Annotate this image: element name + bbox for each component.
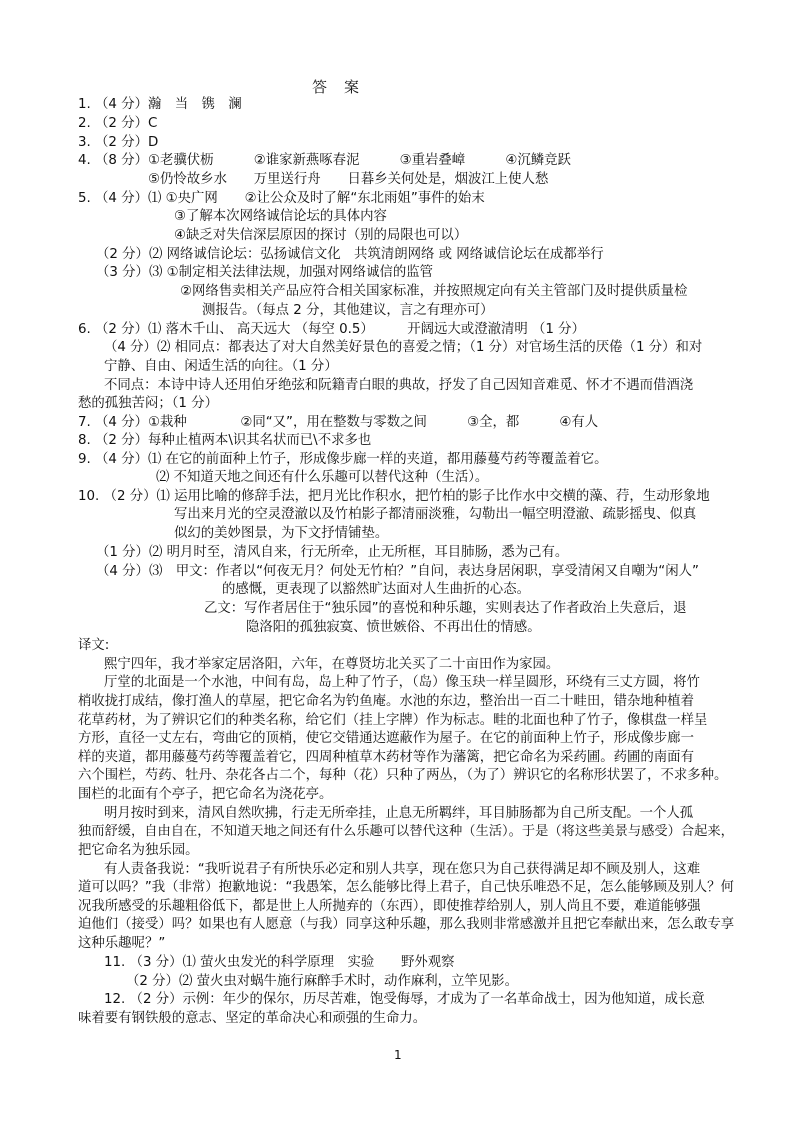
text-line: 5. （4 分）⑴ ①央广网 ②让公众及时了解“东北雨姐”事件的始末 bbox=[78, 191, 485, 206]
text-line: 11. （3 分）⑴ 萤火虫发光的科学原理 实验 野外观察 bbox=[104, 955, 455, 970]
text-line: 围栏的北面有个亭子，把它命名为浇花亭。 bbox=[78, 787, 333, 802]
text-line: 宁静、自由、闲适生活的向往。（1 分） bbox=[104, 359, 338, 374]
text-line: 明月按时到来，清风自然吹拂，行走无所牵挂，止息无所羁绊，耳目肺肠都为自己所支配。一个人孤 bbox=[104, 806, 694, 821]
text-line: ③了解本次网络诚信论坛的具体内容 bbox=[174, 209, 387, 224]
text-line: 独而舒缓，自由自在，不知道天地之间还有什么乐趣可以替代这种（生活）。于是（将这些美景与感受）合起来， bbox=[78, 824, 734, 839]
text-line: 3. （2 分）D bbox=[78, 135, 159, 150]
text-line: 乙文：写作者居住于“独乐园”的喜悦和种乐趣，实则表达了作者政治上失意后，退 bbox=[204, 601, 687, 616]
text-line: 方形，直径一丈左右，弯曲它的顶梢，使它交错通达遮蔽作为屋子。在它的前面种上竹子，形成像步廊一 bbox=[78, 731, 694, 746]
text-line: （2 分）⑵ 萤火虫对蜗牛施行麻醉手术时，动作麻利，立竿见影。 bbox=[126, 974, 518, 989]
text-line: 况我所感受的乐趣粗俗低下，都是世上人所抛弃的（东西），即使推荐给别人，别人尚且不要，难道能够强 bbox=[78, 899, 701, 914]
text-line: 4. （8 分）①老骥伏枥 ②谁家新燕啄春泥 ③重岩叠嶂 ④沉鳞竞跃 bbox=[78, 153, 571, 168]
text-line: 8. （2 分）每种止植两本\识其名状而已\不求多也 bbox=[78, 433, 372, 448]
text-line: （1 分）⑵ 明月时至，清风自来，行无所牵，止无所框，耳目肺肠，悉为己有。 bbox=[96, 545, 569, 560]
text-line: 这种乐趣呢？” bbox=[78, 936, 166, 951]
text-line: 12. （2 分）示例：年少的保尔，历尽苦难，饱受侮辱，才成为了一名革命战士，因为他知道，成长意 bbox=[104, 992, 705, 1007]
text-line: 似幻的美妙图景，为下文抒情铺垫。 bbox=[174, 526, 389, 541]
page-number: 1 bbox=[394, 1048, 402, 1062]
text-line: 1. （4 分）瀚 当 镌 澜 bbox=[78, 97, 242, 112]
text-line: 10. （2 分）⑴ 运用比喻的修辞手法，把月光比作积水，把竹柏的影子比作水中交横的藻、荇，生动形象地 bbox=[78, 489, 710, 504]
text-line: 味着要有钢铁般的意志、坚定的革命决心和顽强的生命力。 bbox=[78, 1011, 427, 1026]
text-line: 隐洛阳的孤独寂寞、愤世嫉俗、不再出仕的情感。 bbox=[246, 620, 541, 635]
text-line: 梢收拢打成结，像打渔人的草屋，把它命名为钓鱼庵。水池的东边，整治出一百二十畦田，错杂地种植着 bbox=[78, 694, 694, 709]
text-line: ④缺乏对失信深层原因的探讨（别的局限也可以） bbox=[174, 228, 468, 243]
text-line: 2. （2 分）C bbox=[78, 116, 158, 131]
text-line: 迫他们（接受）吗？如果也有人愿意（与我）同享这种乐趣，那么我则非常感激并且把它奉献出来，怎么敢专享 bbox=[78, 917, 735, 932]
text-line: 花草药材，为了辨识它们的种类名称，给它们（挂上字牌）作为标志。畦的北面也种了竹子，像棋盘一样呈 bbox=[78, 713, 708, 728]
text-line: 愁的孤独苦闷；（1 分） bbox=[78, 396, 218, 411]
text-line: 有人责备我说：“我听说君子有所快乐必定和别人共享，现在您只为自己获得满足却不顾及别人，这难 bbox=[104, 862, 701, 877]
text-line: （4 分）⑶ 甲文：作者以“何夜无月？何处无竹柏？”自问，表达身居闲职，享受清闲又自嘲为“闲人” bbox=[96, 564, 699, 579]
text-line: 7. （4 分）①栽种 ②同“又”，用在整数与零数之间 ③全，都 ④有人 bbox=[78, 415, 599, 430]
text-line: 的感慨，更表现了以豁然旷达面对人生曲折的心态。 bbox=[222, 582, 530, 597]
text-line: 9. （4 分）⑴ 在它的前面种上竹子，形成像步廊一样的夹道，都用藤蔓芍药等覆盖着它。 bbox=[78, 452, 608, 467]
text-line: ⑤仍怜故乡水 万里送行舟 日暮乡关何处是，烟波江上使人愁 bbox=[148, 172, 549, 187]
page-title: 答 案 bbox=[312, 78, 361, 96]
text-line: 写出来月光的空灵澄澈以及竹柏影子都清丽淡雅，勾勒出一幅空明澄澈、疏影摇曳、似真 bbox=[174, 507, 697, 522]
text-line: （4 分）⑵ 相同点：都表达了对大自然美好景色的喜爱之情；（1 分）对官场生活的厌倦（1 分）和对 bbox=[104, 340, 703, 355]
text-line: 6. （2 分）⑴ 落木千山、 高天远大 （每空 0.5） 开阔远大或澄澈清明 （1 分） bbox=[78, 322, 585, 337]
text-line: （3 分）⑶ ①制定相关法律法规，加强对网络诚信的监管 bbox=[96, 265, 434, 280]
text-line: 样的夹道，都用藤蔓芍药等覆盖着它，四周种植草木药材等作为藩篱，把它命名为采药圃。药圃的南面有 bbox=[78, 750, 694, 765]
text-line: 六个围栏，芍药、牡丹、杂花各占二个，每种（花）只种了两丛，（为了）辨识它的名称形状罢了，不求多种。 bbox=[78, 768, 728, 783]
text-line: 译文: bbox=[78, 638, 110, 653]
text-line: （2 分）⑵ 网络诚信论坛：弘扬诚信文化 共筑清朗网络 或 网络诚信论坛在成都举行 bbox=[96, 247, 604, 262]
text-line: ⑵ 不知道天地之间还有什么乐趣可以替代这种（生活）。 bbox=[156, 470, 489, 485]
text-line: 熙宁四年，我才举家定居洛阳，六年，在尊贤坊北关买了二十亩田作为家园。 bbox=[104, 657, 560, 672]
text-line: 道可以吗？”我（非常）抱歉地说：“我愚笨，怎么能够比得上君子，自己快乐唯恐不足，怎么能够顾及别人？何 bbox=[78, 880, 734, 895]
text-line: 把它命名为独乐园。 bbox=[78, 843, 199, 858]
text-line: 厅堂的北面是一个水池，中间有岛，岛上种了竹子，（岛）像玉玦一样呈圆形，环绕有三丈方圆，将竹 bbox=[104, 675, 700, 690]
text-line: ②网络售卖相关产品应符合相关国家标准，并按照规定向有关主管部门及时提供质量检 bbox=[180, 284, 688, 299]
text-line: 不同点：本诗中诗人还用伯牙绝弦和阮籍青白眼的典故，抒发了自己因知音难觅、怀才不遇而借酒浇 bbox=[104, 378, 694, 393]
text-line: 测报告。（每点 2 分，其他建议，言之有理亦可） bbox=[202, 303, 494, 318]
